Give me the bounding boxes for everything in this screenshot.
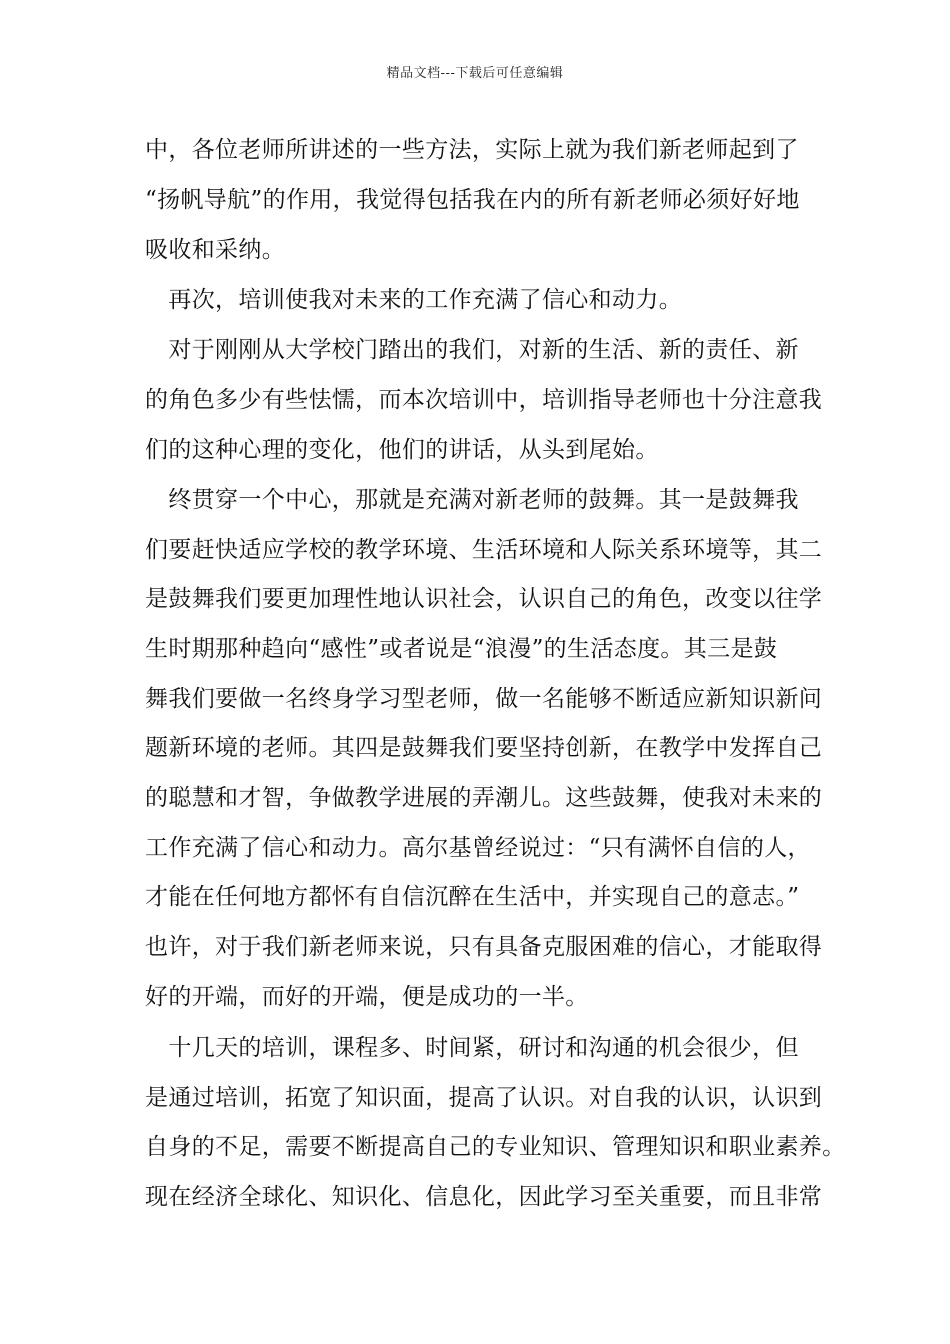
text-line: 中，各位老师所讲述的一些方法，实际上就为我们新老师起到了	[145, 137, 799, 163]
text-line: 也许，对于我们新老师来说，只有具备克服困难的信心，才能取得	[145, 934, 823, 960]
text-line: 的角色多少有些怯懦，而本次培训中，培训指导老师也十分注意我	[145, 387, 823, 413]
text-line: 们的这种心理的变化，他们的讲话，从头到尾始。	[145, 437, 659, 463]
text-line: 是通过培训，拓宽了知识面，提高了认识。对自我的认识，认识到	[145, 1085, 823, 1111]
text-line: 的聪慧和才智，争做教学进展的弄潮儿。这些鼓舞，使我对未来的	[145, 785, 823, 811]
text-line: 对于刚刚从大学校门踏出的我们，对新的生活、新的责任、新	[145, 337, 799, 363]
text-line: 工作充满了信心和动力。高尔基曾经说过：“只有满怀自信的人，	[145, 835, 811, 861]
text-line: 好的开端，而好的开端，便是成功的一半。	[145, 984, 589, 1010]
text-line: 吸收和采纳。	[145, 237, 286, 263]
text-line: 才能在任何地方都怀有自信沉醉在生活中，并实现自己的意志。”	[145, 884, 800, 910]
text-line: “扬帆导航”的作用，我觉得包括我在内的所有新老师必须好好地	[145, 187, 800, 213]
text-line: 是鼓舞我们要更加理性地认识社会，认识自己的角色，改变以往学	[145, 586, 823, 612]
text-line: 们要赶快适应学校的教学环境、生活环境和人际关系环境等，其二	[145, 537, 823, 563]
text-line: 现在经济全球化、知识化、信息化，因此学习至关重要，而且非常	[145, 1184, 823, 1210]
text-line: 舞我们要做一名终身学习型老师，做一名能够不断适应新知识新问	[145, 686, 823, 712]
text-line: 自身的不足，需要不断提高自己的专业知识、管理知识和职业素养。	[145, 1134, 846, 1160]
text-line: 十几天的培训，课程多、时间紧，研讨和沟通的机会很少，但	[145, 1035, 799, 1061]
text-line: 生时期那种趋向“感性”或者说是“浪漫”的生活态度。其三是鼓	[145, 636, 778, 662]
page-header: 精品文档---下载后可任意编辑	[386, 66, 564, 81]
text-line: 题新环境的老师。其四是鼓舞我们要坚持创新，在教学中发挥自己	[145, 735, 823, 761]
text-line: 终贯穿一个中心，那就是充满对新老师的鼓舞。其一是鼓舞我	[145, 487, 799, 513]
text-line: 再次，培训使我对未来的工作充满了信心和动力。	[145, 287, 683, 313]
